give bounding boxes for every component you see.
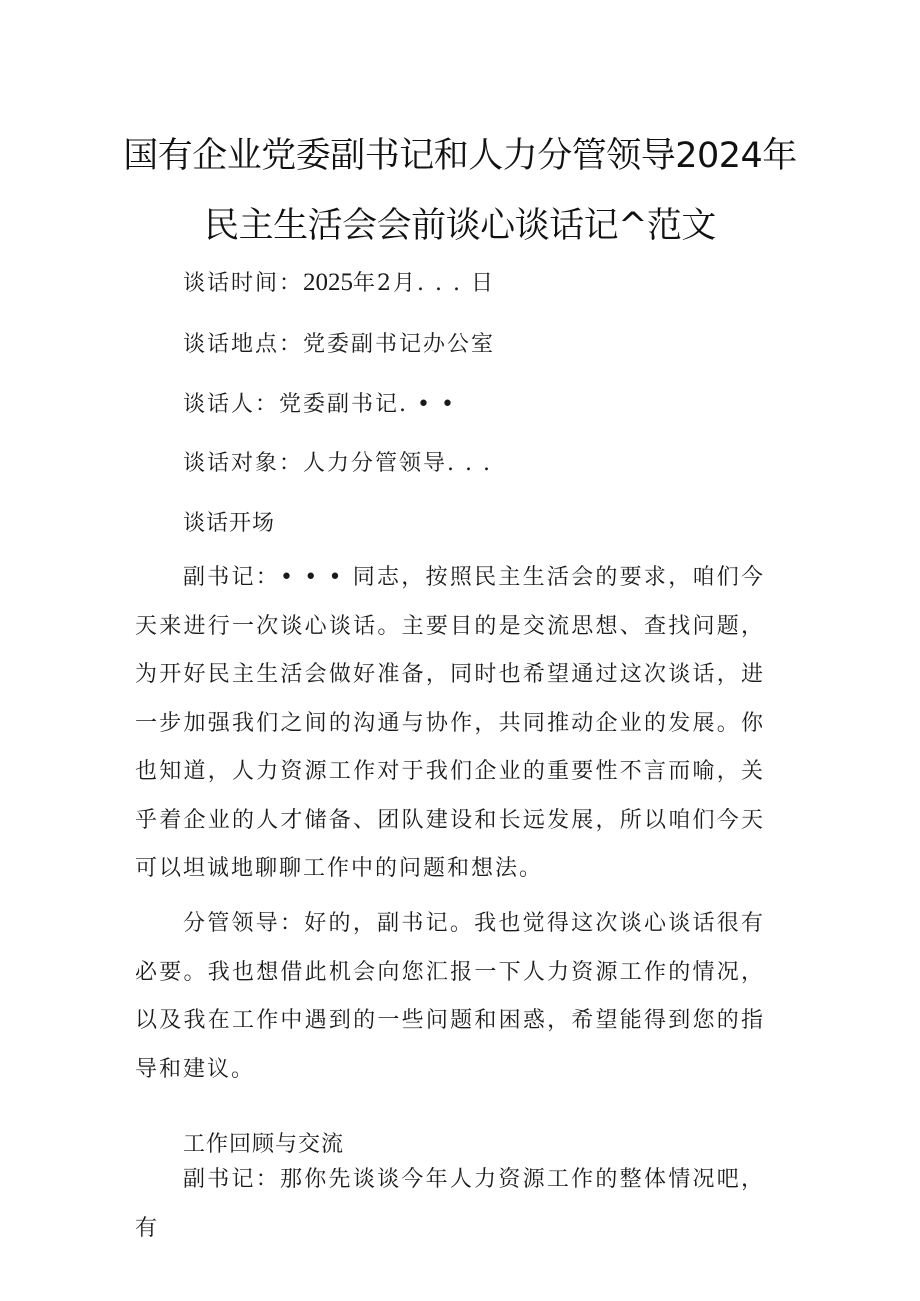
paragraph-deputy-secretary-question: 副书记：那你先谈谈今年人力资源工作的整体情况吧，有 (135, 1167, 765, 1241)
document-title-line-1: 国有企业党委副书记和人力分管领导2024年 (123, 136, 797, 176)
paragraph-hr-leader-response: 分管领导：好的，副书记。我也觉得这次谈心谈话很有必要。我也想借此机会向您汇报一下人力资源工作的情况，以及我在工作中遇到的一些问题和困惑，希望能得到您的指导和建议。 (135, 911, 765, 1082)
meta-time-label: 谈话时间： (183, 271, 304, 296)
meta-time (183, 266, 495, 297)
meta-target: 谈话对象：人力分管领导. . . (183, 451, 492, 476)
meta-time-year: 2025 (303, 269, 354, 296)
meta-place: 谈话地点：党委副书记办公室 (183, 332, 496, 357)
document-title-line-2: 民主生活会会前谈心谈话记^范文 (204, 206, 716, 246)
section-heading-opening: 谈话开场 (183, 511, 276, 536)
section-heading-review: 工作回顾与交流 (183, 1132, 345, 1157)
meta-speaker: 谈话人：党委副书记. • • (183, 392, 456, 417)
paragraph-deputy-secretary-opening: 副书记：• • • 同志，按照民主生活会的要求，咱们今天来进行一次谈心谈话。主要目的是交流思想、查找问题，为开好民主生活会做好准备，同时也希望通过这次谈话，进一步加强我们之间的沟通与协作，共同推动企业的发展。你也知道，人力资源工作对于我们企业的重要性不言而喻，关乎着企业的人才储备、团队建设和长远发展，所以咱们今天可以坦诚地聊聊工作中的问题和想法。 (135, 565, 765, 881)
meta-time-suffix: 年2月. . . 日 (353, 271, 495, 296)
